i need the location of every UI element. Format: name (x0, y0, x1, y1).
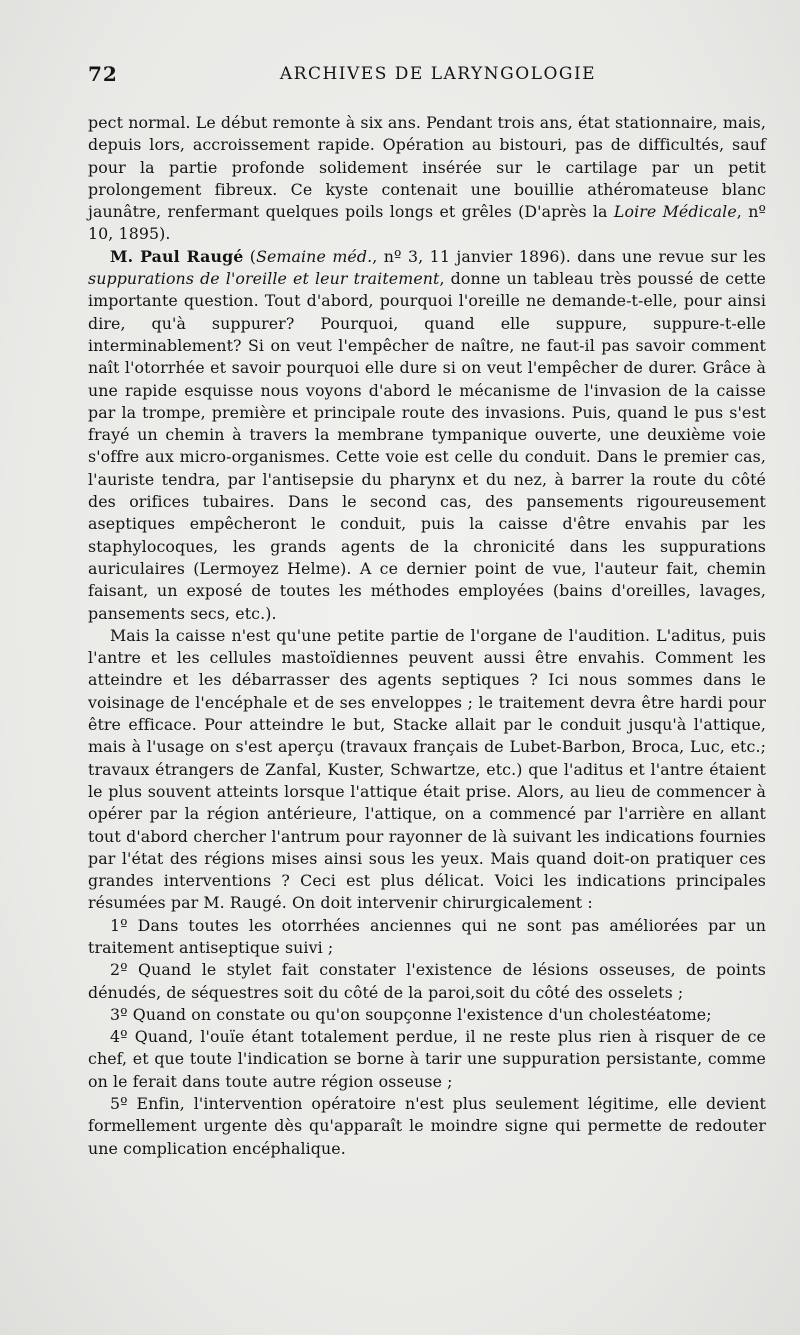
paragraph-text: , donne un tableau très poussé de cette importante question. Tout d'abord, pourquoi l'oreille ne demande-t-elle, pour ainsi dire, qu'à suppurer? Pourquoi, quand elle suppure, suppure-t-elle interminablement? Si on veut l'empêcher de naître, ne faut-il pas savoir comment naît l'otorrhée et savoir pourquoi elle dure si on veut l'empêcher de durer. Grâce à une rapide esquisse nous voyons d'abord le mécanisme de l'invasion de la caisse par la trompe, première et principale route des invasions. Puis, quand le pus s'est frayé un chemin à travers la membrane tympanique ouverte, une deuxième voie s'offre aux micro-organismes. Cette voie est celle du conduit. Dans le premier cas, l'auriste tendra, par l'antisepsie du pharynx et du nez, à barrer la route du côté des orifices tubaires. Dans le second cas, des pansements rigoureusement aseptiques empêcheront le conduit, puis la caisse d'être envahis par les staphylocoques, les grands agents de la chronicité dans les suppurations auriculaires (Lermoyez Helme). A ce dernier point de vue, l'auteur fait, chemin faisant, un exposé de toutes les méthodes employées (bains d'oreilles, lavages, pansements secs, etc.). (88, 269, 767, 623)
paragraph-caisse (88, 625, 766, 915)
citation-reference: , nº 10, 1895). (88, 202, 767, 244)
paragraph-rauge (88, 246, 766, 625)
indication-item-2: 2º Quand le stylet fait constater l'existence de lésions osseuses, de points dénudés, de séquestres soit du côté de la paroi,soit du côté des osselets ; (88, 960, 766, 1002)
paragraph-text: pect normal. Le début remonte à six ans. Pendant trois ans, état stationnaire, mais, depuis lors, accroissement rapide. Opération au bistouri, pas de difficultés, sauf pour la partie profonde solidement insérée sur le cartilage par un petit prolongement fibreux. Ce kyste contenait une bouillie athéromateuse blanc jaunâtre, renfermant quelques poils longs et grêles (D'après la (88, 113, 766, 222)
paragraph-text: Mais la caisse n'est qu'une petite partie de l'organe de l'audition. L'aditus, puis l'antre et les cellules mastoïdiennes peuvent aussi être envahis. Comment les atteindre et les débarrasser des agents septiques ? Ici nous sommes dans le voisinage de l'encéphale et de ses enveloppes ; le traitement devra être hardi pour être efficace. Pour atteindre le but, Stacke allait par le conduit jusqu'à l'attique, mais à l'usage on s'est aperçu (travaux français de Lubet-Barbon, Broca, Luc, etc.; travaux étrangers de Zanfal, Kuster, Schwartze, etc.) que l'aditus et l'antre étaient le plus souvent atteints lorsque l'attique était prise. Alors, au lieu de commencer à opérer par la région antérieure, l'attique, on a commencé par l'arrière en allant tout d'abord chercher l'antrum pour rayonner de là suivant les indications fournies par l'état des régions mises ainsi sous les yeux. Mais quand doit-on pratiquer ces grandes interventions ? Ceci est plus délicat. Voici les indications principales résumées par M. Raugé. On doit intervenir chirurgicalement : (88, 625, 766, 913)
indication-item-3: 3º Quand on constate ou qu'on soupçonne l'existence d'un cholestéatome; (110, 1004, 712, 1024)
journal-title: Loire Médicale (613, 202, 737, 222)
citation-open: ( (243, 246, 257, 266)
indication-item-4: 4º Quand, l'ouïe étant totalement perdue, il ne reste plus rien à risquer de ce chef, et que toute l'indication se borne à tarir une suppuration persistante, comme on le ferait dans toute autre région osseuse ; (88, 1027, 766, 1091)
page-number: 72 (88, 62, 118, 86)
journal-title: Semaine méd. (256, 246, 373, 266)
indication-item-1: 1º Dans toutes les otorrhées anciennes qui ne sont pas améliorées par un traitement antiseptique suivi ; (88, 915, 766, 957)
article-topic: suppurations de l'oreille et leur traitement (88, 269, 440, 289)
running-title: ARCHIVES DE LARYNGOLOGIE (279, 64, 597, 84)
body-text (88, 112, 766, 1160)
indication-item-5: 5º Enfin, l'intervention opératoire n'est plus seulement légitime, elle devient formellement urgente dès qu'apparaît le moindre signe qui permette de redouter une complication encéphalique. (88, 1094, 766, 1158)
page-header (88, 62, 788, 86)
citation-rest: , nº 3, 11 janvier 1896). dans une revue sur les (372, 246, 766, 266)
paragraph-continuation (88, 112, 766, 246)
author-name: M. Paul Raugé (110, 246, 244, 266)
